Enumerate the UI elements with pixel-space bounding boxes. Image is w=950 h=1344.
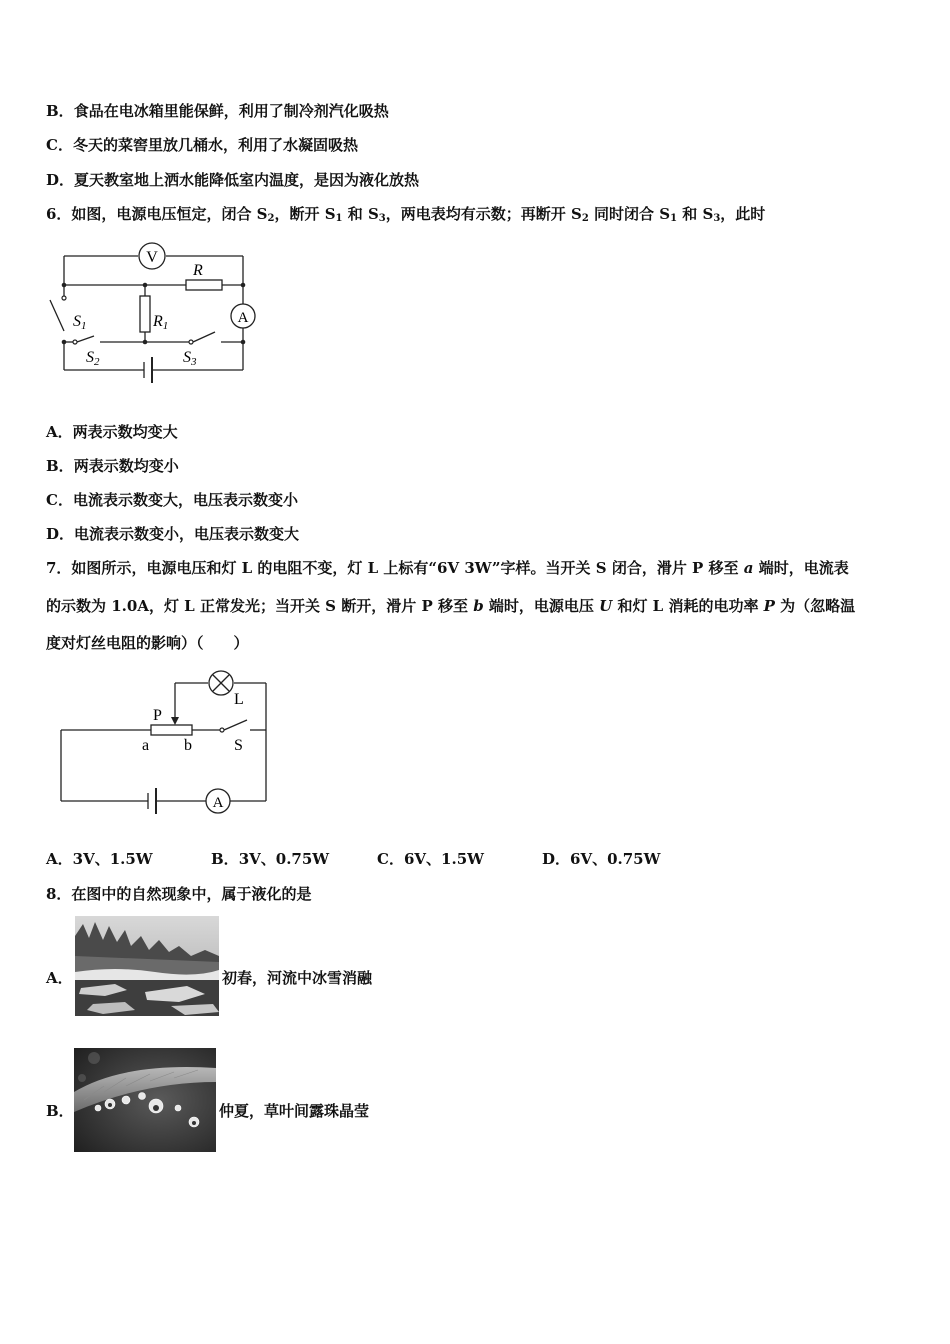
q6-circuit-diagram	[40, 238, 270, 388]
label-p: P	[153, 707, 162, 724]
q5-option-b: B．食品在电冰箱里能保鲜，利用了制冷剂汽化吸热	[46, 102, 389, 120]
q5-option-d: D．夏天教室地上洒水能降低室内温度，是因为液化放热	[46, 171, 420, 189]
label-s3: S3	[183, 349, 197, 368]
label-s2: S2	[86, 349, 100, 368]
q8-option-b-letter: B．	[46, 1102, 74, 1120]
label-r: R	[193, 262, 203, 279]
label-l: L	[234, 691, 244, 708]
ammeter	[231, 304, 255, 328]
q7-option-a: A．3V、1.5W	[46, 850, 153, 868]
q6-option-a: A．两表示数均变大	[46, 423, 178, 441]
q7-stem-line3: 度对灯丝电阻的影响）（ ）	[46, 634, 249, 652]
svg-text:V: V	[146, 249, 158, 266]
label-r1: R1	[153, 313, 169, 332]
q7-stem-line1: 7．如图所示，电源电压和灯 L 的电阻不变，灯 L 上标有“6V 3W”字样。当开关 S 闭合，滑片 P 移至 a 端时，电流表	[46, 559, 849, 577]
q8-option-a-letter: A．	[46, 969, 73, 987]
q6-option-d: D．电流表示数变小，电压表示数变大	[46, 525, 300, 543]
river-ice-photo	[75, 916, 219, 1016]
label-a: a	[142, 737, 150, 754]
lamp-symbol	[209, 671, 233, 695]
ammeter	[206, 789, 230, 813]
q7-option-b: B．3V、0.75W	[211, 850, 330, 868]
q6-stem: 6．如图，电源电压恒定，闭合 $S_2$，断开 $S_1$ 和 $S_3$，两电表均有示数；再断开 $S_2$ 同时闭合 $S_1$ 和 $S_3$，此时	[46, 205, 766, 224]
q7-option-c: C．6V、1.5W	[377, 850, 484, 868]
q8-stem: 8．在图中的自然现象中，属于液化的是	[46, 885, 312, 903]
q7-stem-line2: 的示数为 1.0A，灯 L 正常发光；当开关 S 断开，滑片 P 移至 b 端时，电源电压 U 和灯 L 消耗的电功率 P 为（忽略温	[46, 597, 856, 615]
label-s: S	[234, 737, 243, 754]
q8-option-a-text: 初春，河流中冰雪消融	[222, 969, 373, 987]
q7-option-d: D．6V、0.75W	[542, 850, 661, 868]
q8-option-b-text: 仲夏，草叶间露珠晶莹	[219, 1102, 370, 1120]
q6-option-b: B．两表示数均变小	[46, 457, 179, 475]
label-b: b	[184, 737, 192, 754]
q5-option-c: C．冬天的菜窖里放几桶水，利用了水凝固吸热	[46, 136, 358, 154]
svg-text:A: A	[212, 795, 224, 811]
dew-leaf-photo	[74, 1048, 216, 1152]
svg-text:A: A	[237, 310, 249, 326]
label-s1: S1	[73, 313, 87, 332]
q7-circuit-diagram	[50, 668, 280, 818]
q6-option-c: C．电流表示数变大，电压表示数变小	[46, 491, 298, 509]
voltmeter	[139, 243, 165, 269]
